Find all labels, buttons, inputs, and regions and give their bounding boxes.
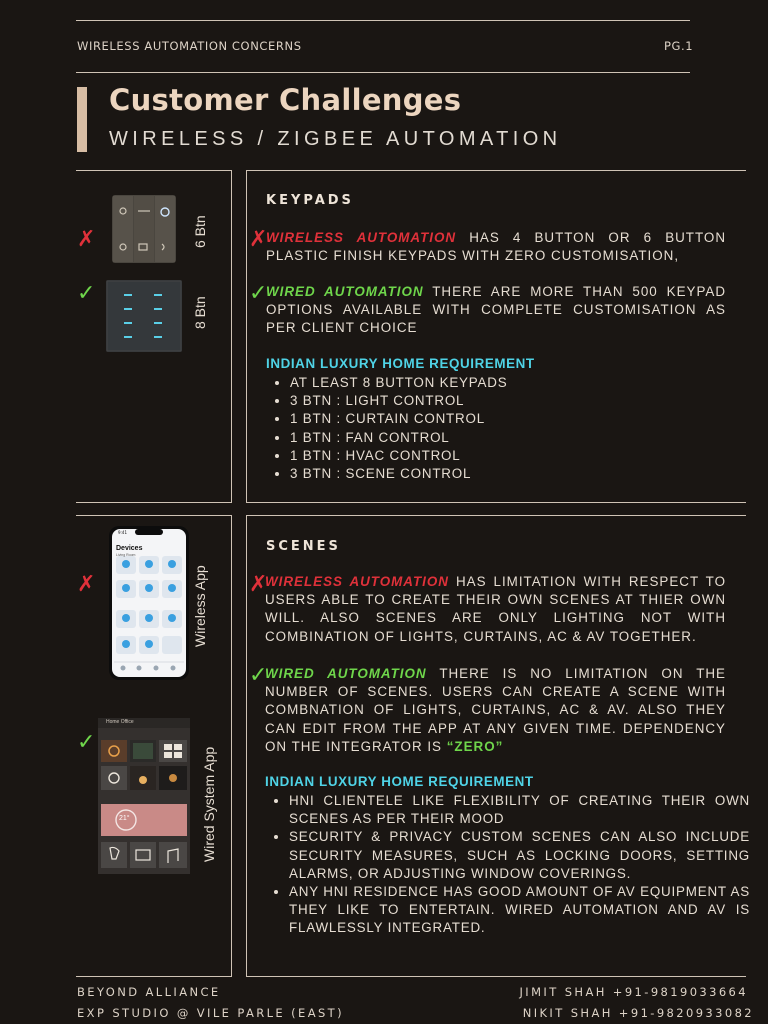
check-icon: ✓: [77, 730, 96, 755]
title-accent-bar: [77, 87, 87, 152]
list-item: • HNI CLIENTELE LIKE FLEXIBILITY OF CREATING THEIR OWN SCENES AS PER THEIR MOOD: [289, 792, 750, 828]
page-number: PG.1: [664, 39, 694, 53]
check-icon: ✓: [77, 281, 96, 306]
wireless-app-title: Devices: [116, 545, 143, 552]
scenes-wireless-text: HAS LIMITATION WITH RESPECT TO USERS ABLE TO CREATE THEIR OWN SCENES AT THIER OWN WILL. ALSO SCENES ARE ONLY LIGHTING NOT WITH COMBINATION OF LIGHTS, CURTAINS, AC & AV TOGETHER.: [265, 574, 727, 644]
eight-button-keypad-image: [106, 280, 182, 352]
wired-system-app-label: Wired System App: [201, 746, 217, 862]
wireless-app-time: 9:41: [118, 530, 127, 535]
zero-emphasis: “ZERO”: [446, 738, 504, 754]
scenes-wireless-paragraph: [265, 573, 726, 646]
list-item: • 1 BTN : CURTAIN CONTROL: [290, 410, 750, 428]
header-title: WIRELESS AUTOMATION CONCERNS: [77, 39, 302, 53]
keypads-text-left-border: [246, 170, 247, 503]
wired-automation-term: WIRED AUTOMATION: [266, 284, 424, 299]
list-item: • ANY HNI RESIDENCE HAS GOOD AMOUNT OF AV EQUIPMENT AS THEY LIKE TO ENTERTAIN. WIRED AUTOMATION AND AV IS FLAWLESSLY INTEGRATED.: [289, 883, 750, 938]
six-button-label: 6 Btn: [192, 215, 208, 248]
footer-address: EXP STUDIO @ VILE PARLE (EAST): [77, 1006, 344, 1020]
wireless-app-phone-image: [109, 526, 189, 680]
keypads-text-bottom-rule: [246, 502, 746, 503]
scenes-text-top-rule: [246, 515, 746, 516]
top-rule: [76, 20, 690, 21]
scenes-heading: SCENES: [266, 539, 341, 554]
wired-automation-term: WIRED AUTOMATION: [265, 666, 427, 681]
keypads-image-bottom-rule: [76, 502, 232, 503]
list-item: • AT LEAST 8 BUTTON KEYPADS: [290, 374, 750, 392]
scenes-wired-text: THERE IS NO LIMITATION ON THE NUMBER OF SCENES. USERS CAN CREATE A SCENE WITH COMBNATION OF LIGHTS, CURTAINS, AC & AV. ALSO THEY CAN EDIT FROM THE APP AT ANY GIVEN TIME. DEPENDENCY ON THE INTEGRATOR IS: [265, 666, 726, 754]
keypads-wired-paragraph: [266, 283, 726, 338]
keypads-wired-text: THERE ARE MORE THAN 500 KEYPAD OPTIONS AVAILABLE WITH COMPLETE CUSTOMISATION AS PER CLIENT CHOICE: [266, 284, 726, 336]
scenes-text-left-border: [246, 515, 247, 977]
list-item: • 1 BTN : HVAC CONTROL: [290, 447, 750, 465]
footer-contact-1: JIMIT SHAH +91-9819033664: [519, 985, 748, 999]
cross-icon: ✗: [77, 572, 96, 597]
list-item: • SECURITY & PRIVACY CUSTOM SCENES CAN ALSO INCLUDE SECURITY MEASURES, SUCH AS LOCKING DOORS, SETTING ALARMS, OR ADJUSTING WINDOW COVERINGS.: [289, 828, 750, 883]
list-item: • 3 BTN : SCENE CONTROL: [290, 465, 750, 483]
cross-icon: ✗: [249, 572, 268, 597]
keypads-image-top-rule: [76, 170, 232, 171]
cross-icon: ✗: [249, 227, 268, 252]
list-item: • 1 BTN : FAN CONTROL: [290, 429, 750, 447]
keypads-wireless-text: HAS 4 BUTTON OR 6 BUTTON PLASTIC FINISH KEYPADS WITH ZERO CUSTOMISATION,: [266, 230, 727, 264]
scenes-requirement-heading: INDIAN LUXURY HOME REQUIREMENT: [265, 774, 534, 789]
scenes-text-bottom-rule: [246, 976, 746, 977]
keypads-text-top-rule: [246, 170, 746, 171]
wired-app-title: Home Office: [106, 719, 134, 725]
scenes-image-divider: [231, 515, 232, 977]
scenes-image-bottom-rule: [76, 976, 232, 977]
wireless-app-room: Living Room: [116, 553, 136, 557]
check-icon: ✓: [249, 663, 268, 688]
scenes-wired-paragraph: [265, 665, 726, 756]
wired-app-temperature: 21°: [119, 815, 130, 822]
keypads-requirement-list: [266, 374, 750, 483]
check-icon: ✓: [249, 281, 268, 306]
eight-button-label: 8 Btn: [192, 296, 208, 329]
page-title: Customer Challenges: [109, 83, 462, 117]
keypads-image-divider: [231, 170, 232, 503]
cross-icon: ✗: [77, 227, 96, 252]
wired-system-app-image: [98, 718, 190, 874]
footer-contact-2: NIKIT SHAH +91-9820933082: [522, 1006, 754, 1020]
keypads-requirement-heading: INDIAN LUXURY HOME REQUIREMENT: [266, 356, 535, 371]
list-item: • 3 BTN : LIGHT CONTROL: [290, 392, 750, 410]
header-rule: [76, 72, 690, 73]
six-button-keypad-image: [112, 195, 176, 263]
keypads-heading: KEYPADS: [266, 193, 354, 208]
scenes-image-top-rule: [76, 515, 232, 516]
footer-company: BEYOND ALLIANCE: [77, 985, 221, 999]
keypads-wireless-paragraph: [266, 229, 726, 265]
scenes-requirement-list: [265, 792, 750, 938]
page-subtitle: WIRELESS / ZIGBEE AUTOMATION: [109, 128, 562, 150]
wireless-app-label: Wireless App: [192, 565, 208, 647]
wireless-automation-term: WIRELESS AUTOMATION: [266, 230, 457, 245]
wireless-automation-term: WIRELESS AUTOMATION: [265, 574, 449, 589]
